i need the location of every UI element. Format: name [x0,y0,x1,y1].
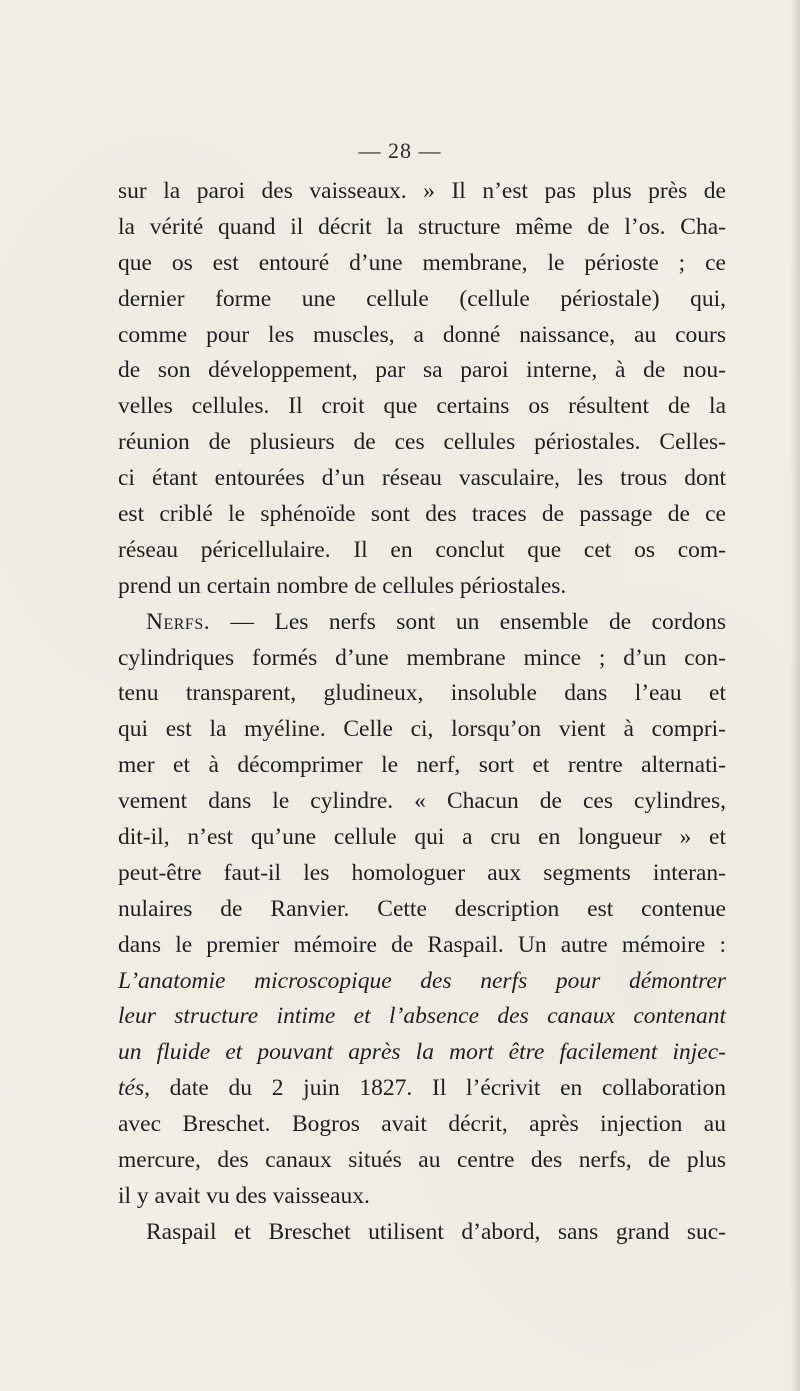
text-line [118,999,726,1035]
text-line [118,928,726,964]
text-line [118,892,726,928]
text-segment: comme pour les muscles, a donné naissance, au cours [118,321,726,348]
text-segment: Raspail et Breschet utilisent d’abord, sans grand suc- [146,1218,726,1245]
text-segment: peut-être faut-il les homologuer aux segments interan- [118,859,726,886]
text-segment: dans le premier mémoire de Raspail. Un autre mémoire : [118,931,726,958]
text-segment: est criblé le sphénoïde sont des traces de passage de ce [118,501,726,528]
text-segment: mer et à décomprimer le nerf, sort et rentre alternati- [118,752,726,779]
text-segment: dit-il, n’est qu’une cellule qui a cru en longueur » et [118,824,726,851]
text-line [118,461,726,497]
text-line [118,605,726,641]
text-segment: tenu transparent, gludineux, insoluble dans l’eau et [118,680,726,707]
text-segment: — Les nerfs sont un ensemble de cordons [210,608,726,635]
text-line [118,353,726,389]
section-heading: Nerfs. [146,608,211,635]
text-line [118,1035,726,1071]
text-line [118,820,726,856]
text-line [118,246,726,282]
page-number: — 28 — [358,138,442,163]
text-line [118,569,726,605]
text-segment: de son développement, par sa paroi interne, à de nou- [118,357,726,384]
text-line [118,1215,726,1251]
text-line [118,1071,726,1107]
text-segment: velles cellules. Il croit que certains os résultent de la [118,393,726,420]
text-segment: mercure, des canaux situés au centre des nerfs, de plus [118,1147,726,1174]
text-segment: que os est entouré d’une membrane, le périoste ; ce [118,249,726,276]
text-line [118,1179,726,1215]
text-line [118,676,726,712]
text-segment: qui est la myéline. Celle ci, lorsqu’on vient à compri- [118,716,726,743]
text-line [118,856,726,892]
text-line [118,748,726,784]
text-line [118,497,726,533]
text-line [118,712,726,748]
text-segment: ci étant entourées d’un réseau vasculaire, les trous dont [118,465,726,492]
text-line [118,1143,726,1179]
text-segment: cylindriques formés d’une membrane mince ; d’un con- [118,644,726,671]
italic-text: un fluide et pouvant après la mort être facilement injec- [118,1039,726,1066]
text-segment: avec Breschet. Bogros avait décrit, après injection au [118,1111,726,1138]
text-segment: sur la paroi des vaisseaux. » Il n’est pas plus près de [118,178,726,204]
text-line [118,964,726,1000]
text-line [118,641,726,677]
text-segment: il y avait vu des vaisseaux. [118,1182,370,1209]
text-segment: nulaires de Ranvier. Cette description est contenue [118,895,726,922]
italic-text: leur structure intime et l’absence des canaux contenant [118,1003,726,1030]
text-segment: vement dans le cylindre. « Chacun de ces cylindres, [118,788,726,815]
text-line [118,282,726,318]
text-segment: réseau péricellulaire. Il en conclut que cet os com- [118,536,726,563]
text-line [118,210,726,246]
text-line [118,318,726,354]
text-line [118,1107,726,1143]
text-segment: prend un certain nombre de cellules périostales. [118,572,567,599]
text-line [118,533,726,569]
body-text [118,174,726,1251]
text-segment: la vérité quand il décrit la structure même de l’os. Cha- [118,213,726,240]
text-segment: date du 2 juin 1827. Il l’écrivit en collaboration [149,1075,726,1102]
italic-text: L’anatomie microscopique des nerfs pour démontrer [118,967,726,994]
text-line [118,174,726,210]
text-line [118,784,726,820]
page-edge-shadow [790,0,800,1391]
text-line [118,389,726,425]
italic-text: tés, [118,1075,150,1102]
text-segment: réunion de plusieurs de ces cellules périostales. Celles- [118,429,726,456]
text-segment: dernier forme une cellule (cellule périostale) qui, [118,285,726,312]
text-line [118,425,726,461]
